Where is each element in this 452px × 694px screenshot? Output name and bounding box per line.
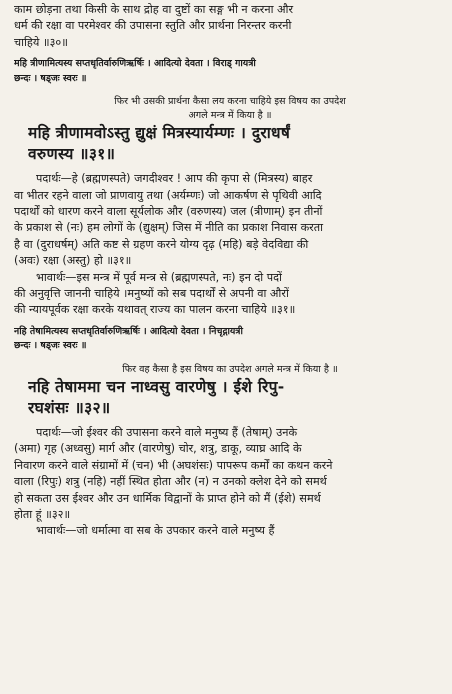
- verse-line: वरुणस्य ॥३१॥: [28, 145, 116, 164]
- bhavarth-line: की न्यायपूर्वक रक्षा करके यथावत् राज्य का पालन करना चाहिये ॥३१॥: [14, 303, 296, 317]
- padarth-line: निवारण करने वाले संग्रामों में (चन) भी (अघशंसः) पापरूप कर्मों का कथन करने: [14, 458, 333, 472]
- padarth-line: पदार्थों को धारण करने वाला सूर्यलोक और (वरुणस्य) जल (त्रीणाम्) इन तीनों: [14, 205, 323, 219]
- padarth-line: के प्रकाश से (नः) हम लोगों के (द्युक्षम्) जिस में नीति का प्रकाश निवास करता: [14, 221, 324, 235]
- intro-line: अगले मन्त्र में किया है ॥: [188, 110, 272, 122]
- bhavarth-line: की अनुवृत्ति जाननी चाहिये ।मनुष्यों को सब पदार्थों से अपनी वा औरों: [14, 287, 289, 301]
- mantra-32-meta: [14, 325, 446, 354]
- padarth-line: है वा (दुराधर्षम्) अति कष्ट से ग्रहण करने योग्य दृढ़ (महि) बड़े वेदविद्या की: [14, 237, 309, 251]
- meta-line: महि त्रीणामित्यस्य सप्तधृतिर्वारुणिऋर्षिः । आदित्यो देवता । विराड् गायत्री: [14, 58, 256, 70]
- mantra-32-padarth: [14, 425, 446, 523]
- mantra-31-verse: [14, 123, 446, 165]
- mantra-31-intro: [14, 95, 446, 123]
- intro-line: फिर भी उसकी प्रार्थना कैसा लय करना चाहिये इस विषय का उपदेश: [114, 96, 346, 108]
- bhavarth-line: भावार्थः—जो धर्मात्मा वा सब के उपकार करने वाले मनुष्य हैं: [36, 524, 275, 538]
- text-line: चाहिये ॥३०॥: [14, 35, 68, 49]
- mantra-32-verse: [14, 377, 446, 419]
- verse-line: रघशंसः ॥३२॥: [28, 398, 111, 417]
- padarth-line: वाला (रिपुः) शत्रु (नहि) नहीं स्थित होता और (न) न उनको क्लेश देने को समर्थ: [14, 475, 327, 489]
- padarth-line: होता हूं ॥३२॥: [14, 507, 71, 521]
- text-line: काम छोड़ना तथा किसी के साथ द्रोह वा दुष्टों का सङ्ग भी न करना और: [14, 3, 294, 16]
- meta-line: छन्दः । षड्जः स्वरः ॥: [14, 340, 87, 352]
- meta-line: छन्दः । षड्जः स्वरः ॥: [14, 72, 87, 84]
- padarth-line: पदार्थः—जो ईश्वर की उपासना करने वाले मनुष्य हैं (तेषाम्) उनके: [36, 425, 298, 439]
- padarth-line: (अवः) रक्षा (अस्तु) हो ॥३१॥: [14, 254, 132, 268]
- previous-bhavarth-tail: [14, 2, 446, 51]
- meta-line: नहि तेषामित्यस्य सप्तधृतिर्वारुणिऋर्षिः । आदित्यो देवता । निचृद्गायत्री: [14, 325, 243, 337]
- mantra-31-bhavarth: [14, 270, 446, 319]
- mantra-32-bhavarth: [14, 523, 446, 539]
- mantra-31-meta: [14, 57, 446, 86]
- padarth-line: वा भीतर रहने वाला जो प्राणवायु तथा (अर्यम्णः) जो आकर्षण से पृथिवी आदि: [14, 188, 322, 202]
- intro-line: फिर वह कैसा है इस विषय का उपदेश अगले मन्त्र में किया है ॥: [122, 363, 338, 375]
- mantra-31-padarth: [14, 171, 446, 269]
- verse-line: महि त्रीणामवोऽस्तु द्युक्षं मित्रस्यार्यम्णः । दुराधर्षं: [28, 124, 291, 143]
- text-line: धर्म की रक्षा वा परमेश्वर की उपासना स्तुति और प्रार्थना निरन्तर करनी: [14, 19, 292, 33]
- mantra-32-intro: [14, 363, 446, 377]
- padarth-line: पदार्थः—हे (ब्रह्मणस्पते) जगदीश्वर ! आप की कृपा से (मित्रस्य) बाहर: [36, 172, 313, 186]
- padarth-line: (अमा) गृह (अध्वसु) मार्ग और (वारणेषु) चोर, शत्रु, डाकू, व्याघ्र आदि के: [14, 442, 302, 456]
- verse-line: नहि तेषाममा चन नाध्वसु वारणेषु । ईशे रिपु-: [28, 377, 285, 396]
- padarth-line: हो सकता उस ईश्वर और उन धार्मिक विद्वानों के प्राप्त होने को मैं (ईशे) समर्थ: [14, 491, 321, 505]
- bhavarth-line: भावार्थः—इस मन्त्र में पूर्व मन्त्र से (ब्रह्मणस्पते, नः) इन दो पदों: [36, 270, 282, 284]
